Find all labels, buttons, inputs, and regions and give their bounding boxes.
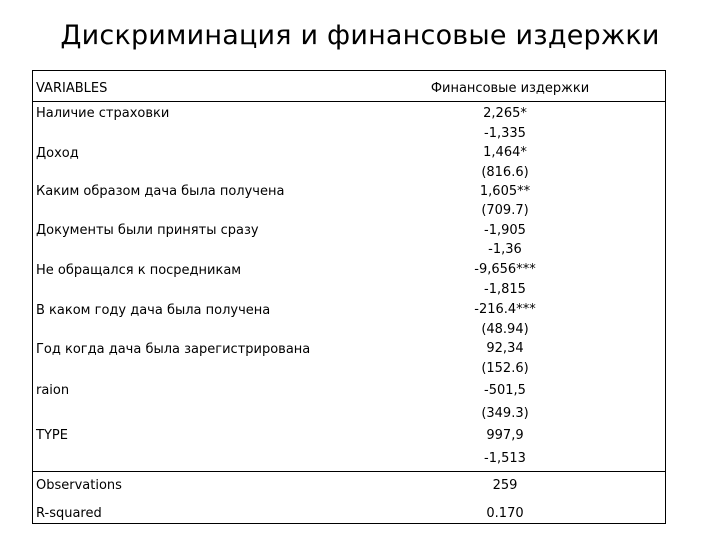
observations-label: Observations: [36, 478, 122, 493]
row-label: Документы были приняты сразу: [36, 223, 259, 238]
coef-value: 2,265*: [483, 106, 527, 121]
rsquared-label: R-squared: [36, 506, 102, 521]
row-label: Не обращался к посредникам: [36, 263, 242, 278]
se-value: -1,513: [484, 451, 526, 466]
regression-table: [32, 70, 666, 524]
rsquared-value: 0.170: [486, 506, 524, 521]
coef-value: -501,5: [484, 383, 526, 398]
coef-value: -9,656***: [474, 262, 536, 277]
coef-value: -1,905: [484, 223, 526, 238]
se-value: -1,36: [488, 242, 522, 257]
coef-value: -216.4***: [474, 302, 536, 317]
row-label: raion: [36, 383, 70, 398]
se-value: -1,815: [484, 282, 526, 297]
row-label: TYPE: [36, 428, 68, 443]
coef-value: 92,34: [486, 341, 524, 356]
stats-divider: [32, 471, 666, 472]
row-label: Доход: [36, 146, 79, 161]
se-value: (48.94): [481, 322, 529, 337]
header-divider: [32, 101, 666, 102]
se-value: (709.7): [481, 203, 529, 218]
row-label: Каким образом дача была получена: [36, 184, 285, 199]
se-value: -1,335: [484, 126, 526, 141]
header-column: Финансовые издержки: [430, 81, 590, 96]
row-label: В каком году дача была получена: [36, 303, 271, 318]
se-value: (152.6): [481, 361, 529, 376]
se-value: (816.6): [481, 165, 529, 180]
row-label: Год когда дача была зарегистрирована: [36, 342, 311, 357]
coef-value: 1,464*: [483, 145, 527, 160]
header-variables: VARIABLES: [36, 81, 108, 96]
row-label: Наличие страховки: [36, 106, 170, 121]
coef-value: 1,605**: [479, 184, 531, 199]
se-value: (349.3): [481, 406, 529, 421]
observations-value: 259: [492, 478, 518, 493]
slide-title: Дискриминация и финансовые издержки: [60, 20, 660, 51]
coef-value: 997,9: [486, 428, 524, 443]
